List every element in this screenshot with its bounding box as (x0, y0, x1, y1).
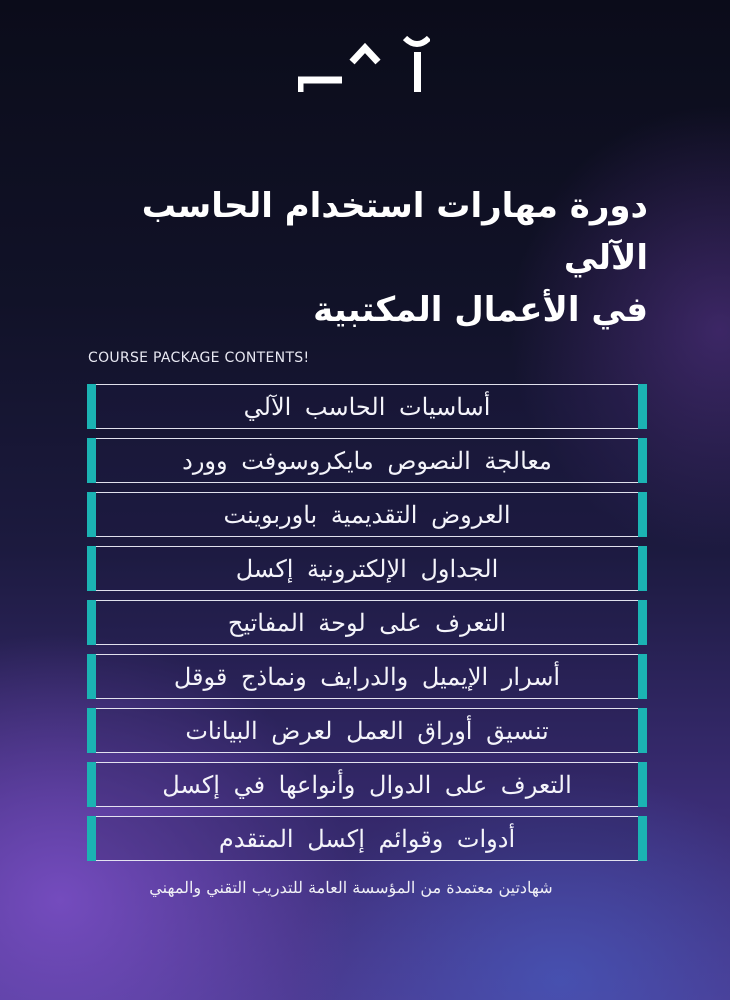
list-item-label: تنسيق أوراق العمل لعرض البيانات (185, 716, 549, 745)
list-item-label: التعرف على لوحة المفاتيح (227, 608, 507, 637)
list-item-label: أدوات وقوائم إكسل المتقدم (218, 824, 516, 853)
accent-bar-right (638, 546, 647, 591)
list-item (87, 708, 647, 753)
accent-bar-right (638, 384, 647, 429)
brand-logo-icon (298, 36, 430, 94)
course-contents-list (87, 384, 647, 870)
list-item (87, 654, 647, 699)
list-item (87, 384, 647, 429)
accent-bar-right (638, 492, 647, 537)
list-item (87, 816, 647, 861)
accent-bar-right (638, 708, 647, 753)
certificate-note: شهادتين معتمدة من المؤسسة العامة للتدريب التقني والمهني (149, 878, 553, 897)
accent-bar-right (638, 654, 647, 699)
accent-bar-right (638, 438, 647, 483)
list-item (87, 762, 647, 807)
accent-bar-right (638, 600, 647, 645)
accent-bar-right (638, 762, 647, 807)
accent-bar-left (87, 762, 96, 807)
list-item (87, 438, 647, 483)
accent-bar-left (87, 438, 96, 483)
accent-bar-left (87, 654, 96, 699)
page-title (48, 180, 648, 336)
title-line-2: في الأعمال المكتبية (313, 290, 648, 330)
accent-bar-left (87, 546, 96, 591)
accent-bar-left (87, 600, 96, 645)
list-item-label: العروض التقديمية باوربوينت (223, 500, 511, 529)
list-item-label: معالجة النصوص مايكروسوفت وورد (182, 446, 552, 475)
accent-bar-left (87, 708, 96, 753)
list-item (87, 600, 647, 645)
list-item-label: التعرف على الدوال وأنواعها في إكسل (162, 770, 572, 799)
accent-bar-right (638, 816, 647, 861)
title-line-1: دورة مهارات استخدام الحاسب الآلي (141, 186, 648, 278)
section-label: COURSE PACKAGE CONTENTS! (88, 350, 310, 366)
list-item-label: أسرار الإيميل والدرايف ونماذج قوقل (173, 662, 561, 691)
list-item (87, 492, 647, 537)
accent-bar-left (87, 384, 96, 429)
accent-bar-left (87, 816, 96, 861)
list-item-label: الجداول الإلكترونية إكسل (235, 554, 499, 583)
accent-bar-left (87, 492, 96, 537)
list-item (87, 546, 647, 591)
list-item-label: أساسيات الحاسب الآلي (243, 392, 491, 421)
